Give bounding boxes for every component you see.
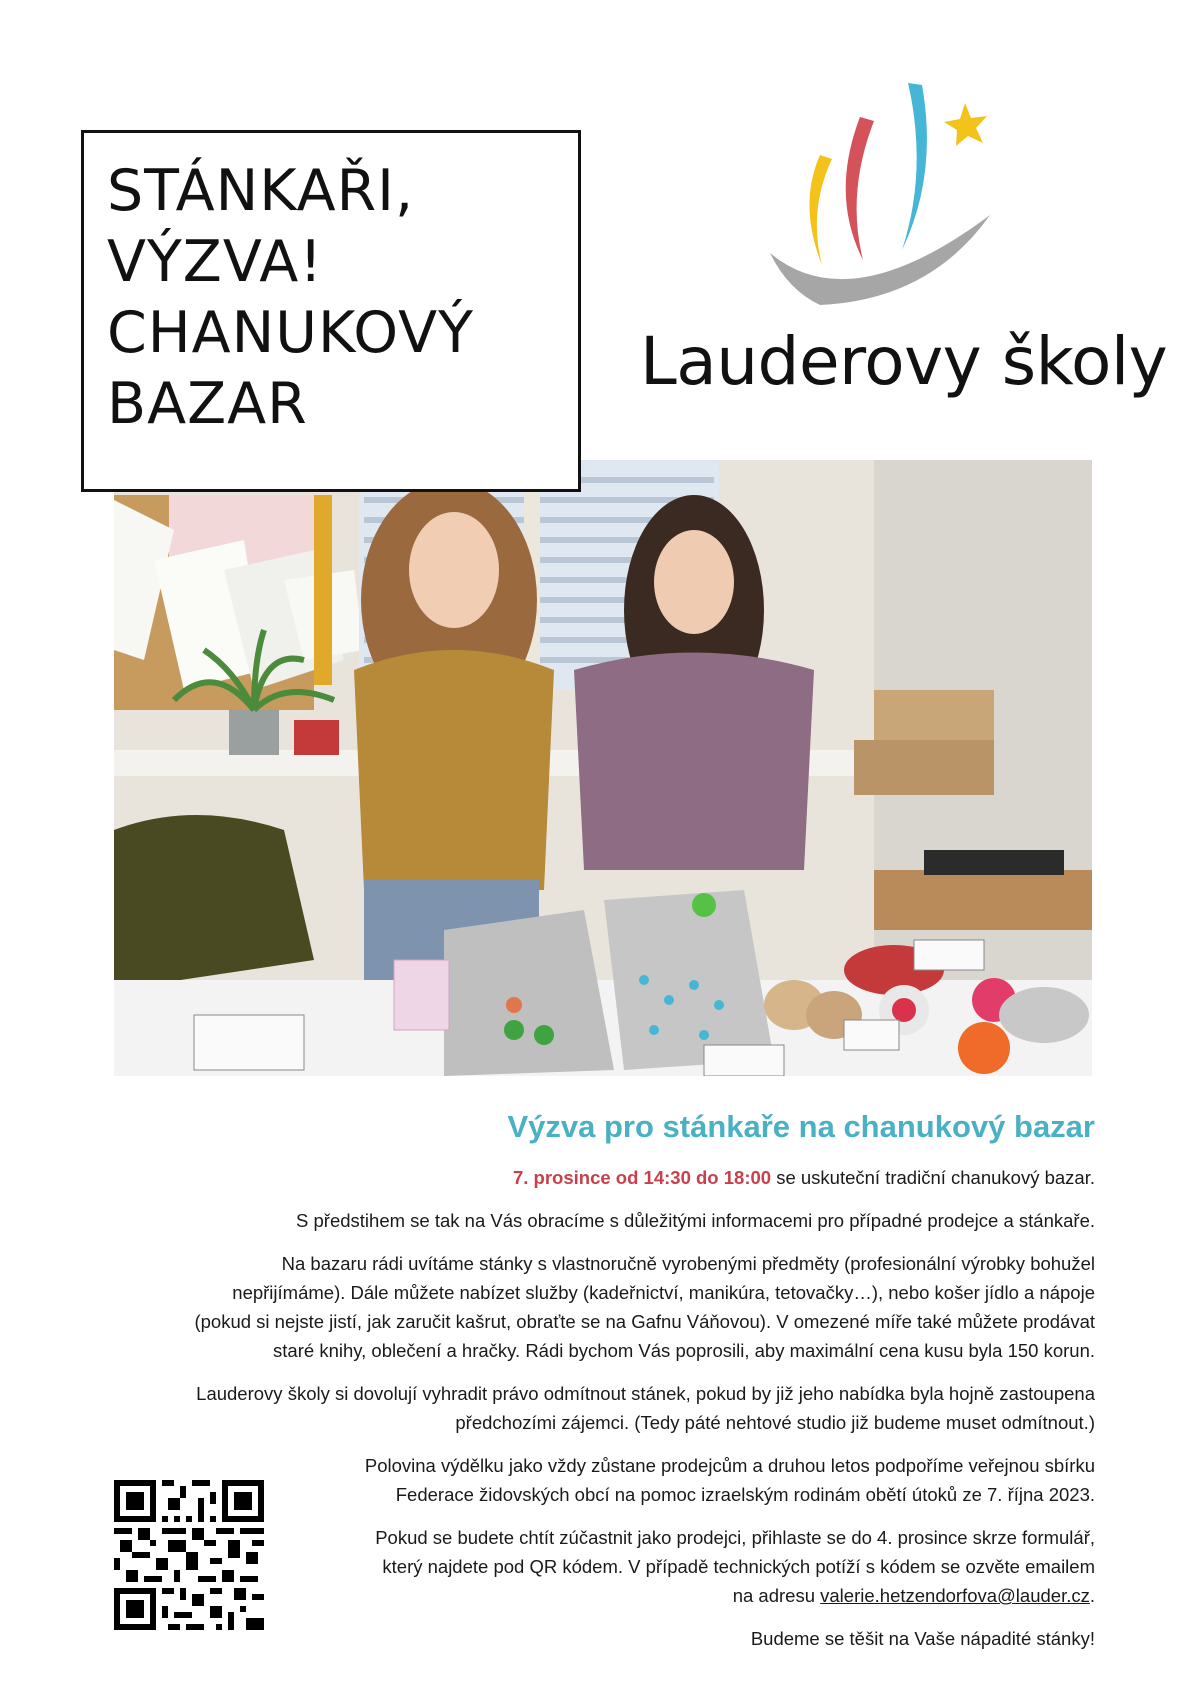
paragraph-date bbox=[110, 1163, 1095, 1192]
contact-email-link[interactable]: valerie.hetzendorfova@lauder.cz bbox=[820, 1585, 1090, 1607]
paragraph-offer-line-4: staré knihy, oblečení a hračky. Rádi bychom Vás poprosili, aby maximální cena kusu byla 150 korun. bbox=[273, 1340, 1095, 1362]
paragraph-rights bbox=[110, 1379, 1095, 1437]
email-suffix: . bbox=[1089, 1585, 1095, 1607]
school-logo bbox=[630, 75, 1168, 415]
logo-wordmark: Lauderovy školy bbox=[640, 323, 1168, 400]
paragraph-signup-line-1: Pokud se budete chtít zúčastnit jako prodejci, přihlaste se do 4. prosince skrze formulář, bbox=[375, 1527, 1095, 1549]
paragraph-signup-line-2: který najdete pod QR kódem. V případě technických potíží s kódem se ozvěte emailem bbox=[382, 1556, 1095, 1578]
paragraph-offer-line-1: Na bazaru rádi uvítáme stánky s vlastnoručně vyrobenými předměty (profesionální výrobky bohužel bbox=[281, 1253, 1095, 1275]
paragraph-offer bbox=[110, 1249, 1095, 1365]
title-line-1: STÁNKAŘI, bbox=[107, 158, 415, 224]
paragraph-charity-line-2: Federace židovských obcí na pomoc izraelským rodinám obětí útoků ze 7. října 2023. bbox=[395, 1484, 1095, 1506]
title-line-3: CHANUKOVÝ bbox=[107, 300, 474, 366]
email-prefix: na adresu bbox=[732, 1585, 821, 1607]
title-line-4: BAZAR bbox=[107, 371, 308, 437]
bazaar-photo bbox=[114, 460, 1092, 1076]
qr-code-graphic bbox=[114, 1480, 264, 1630]
qr-code-icon[interactable] bbox=[114, 1480, 264, 1630]
paragraph-offer-line-3: (pokud si nejste jistí, jak zaručit kašrut, obraťte se na Gafnu Váňovou). V omezené míře také můžete prodávat bbox=[194, 1311, 1095, 1333]
paragraph-rights-line-1: Lauderovy školy si dovolují vyhradit právo odmítnout stánek, pokud by již jeho nabídka byla hojně zastoupena bbox=[196, 1383, 1095, 1405]
event-date: 7. prosince od 14:30 do 18:00 bbox=[512, 1167, 772, 1189]
title-box bbox=[81, 130, 581, 492]
paragraph-intro: S předstihem se tak na Vás obracíme s důležitými informacemi pro případné prodejce a stánkaře. bbox=[296, 1210, 1095, 1232]
paragraph-charity-line-1: Polovina výdělku jako vždy zůstane prodejcům a druhou letos podpoříme veřejnou sbírku bbox=[364, 1455, 1095, 1477]
paragraph-closing: Budeme se těšit na Vaše nápadité stánky! bbox=[750, 1628, 1095, 1650]
boat-with-star-logo-icon bbox=[760, 75, 1020, 305]
paragraph-offer-line-2: nepřijímáme). Dále můžete nabízet služby (kadeřnictví, manikúra, tetovačky…), nebo košer jídlo a nápoje bbox=[232, 1282, 1095, 1304]
article-headline: Výzva pro stánkaře na chanukový bazar bbox=[507, 1109, 1095, 1144]
paragraph-rights-line-2: předchozími zájemci. (Tedy páté nehtové studio již budeme muset odmítnout.) bbox=[455, 1412, 1095, 1434]
title-line-2: VÝZVA! bbox=[107, 229, 324, 295]
event-date-rest: se uskuteční tradiční chanukový bazar. bbox=[771, 1167, 1095, 1189]
photo-two-girls-at-bazaar-stall-icon bbox=[114, 460, 1092, 1076]
